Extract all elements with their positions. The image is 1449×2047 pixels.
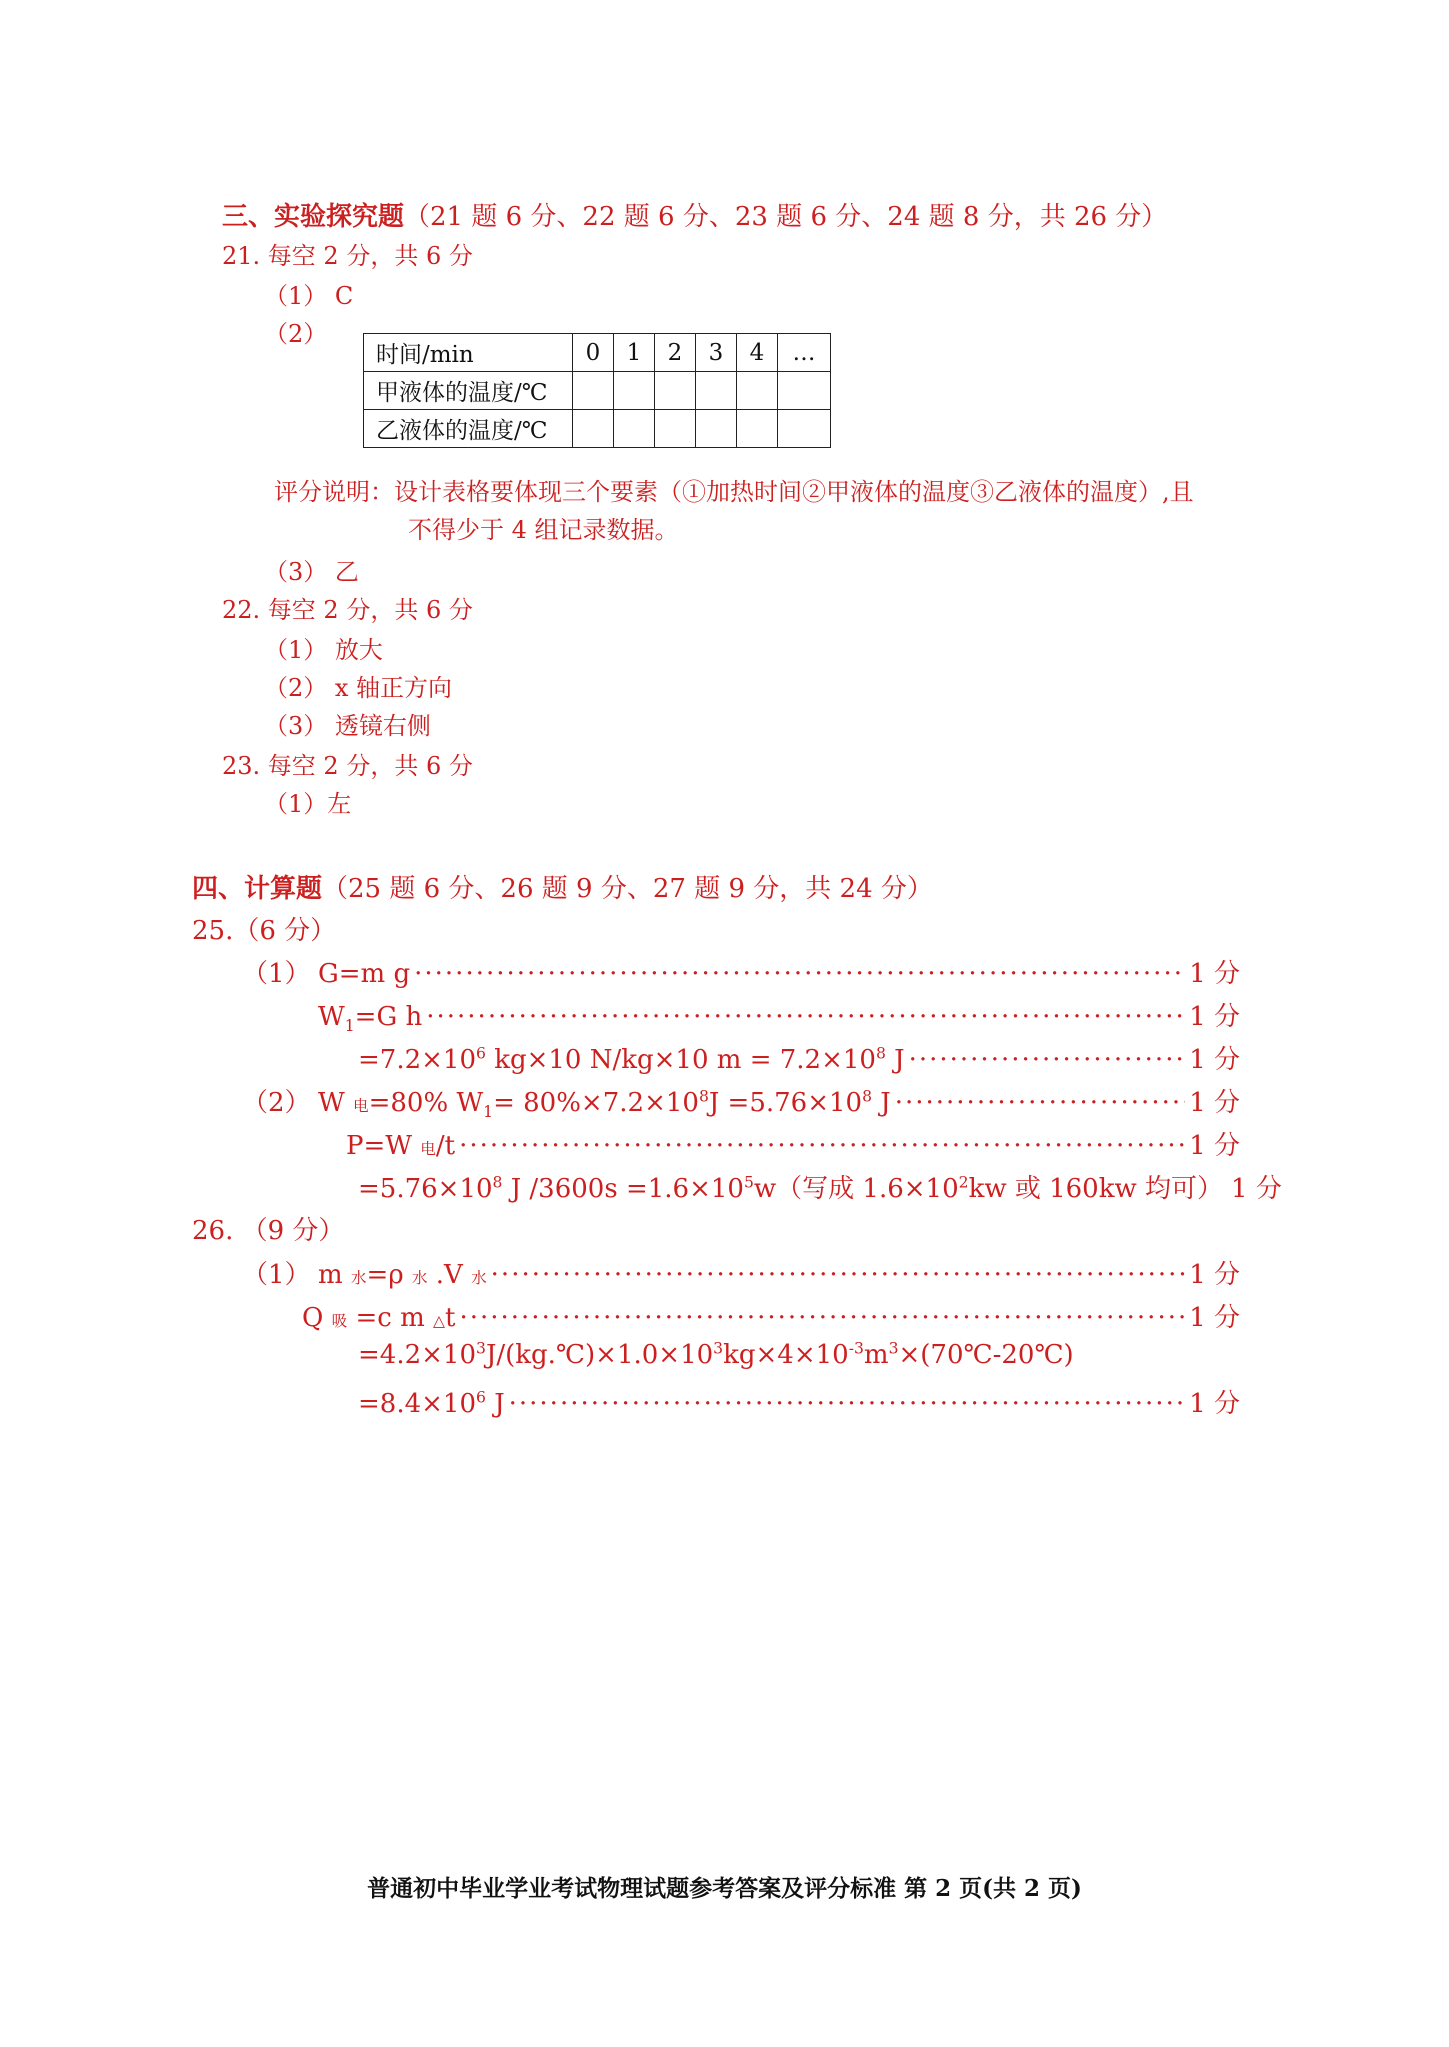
q25-line-4	[318, 1082, 1240, 1122]
dot-leader	[426, 1002, 1185, 1032]
table-row	[364, 372, 831, 410]
q22-answer-2: （2） x 轴正方向	[264, 674, 453, 702]
q26-line-2	[302, 1297, 1240, 1334]
table-row	[364, 334, 831, 372]
score: 1 分	[1189, 1389, 1240, 1419]
q23-head: 23. 每空 2 分，共 6 分	[222, 752, 473, 780]
q21-answer-1: （1） C	[264, 282, 354, 310]
table-cell	[655, 410, 696, 448]
table-cell: 0	[573, 334, 614, 372]
table-cell	[737, 410, 778, 448]
q22-head: 22. 每空 2 分，共 6 分	[222, 596, 473, 624]
section4-heading	[192, 868, 933, 905]
table-cell: 乙液体的温度/℃	[364, 410, 573, 448]
q22-answer-3: （3） 透镜右侧	[264, 712, 431, 740]
q22-answer-1: （1） 放大	[264, 636, 383, 664]
table-cell: 4	[737, 334, 778, 372]
formula: Q 吸 =c m △t	[302, 1303, 456, 1333]
table-cell	[696, 372, 737, 410]
formula: $=7.2\times 10^6$ kg×10 N/kg×10 $m = 7.2\times 10^8$ J	[358, 1044, 905, 1075]
section4-meta: （25 题 6 分、26 题 9 分、27 题 9 分，共 24 分）	[322, 874, 933, 904]
grading-note-line2: 不得少于 4 组记录数据。	[408, 516, 679, 544]
dot-leader	[459, 1131, 1185, 1161]
score: 1 分	[1189, 1131, 1240, 1161]
dot-leader	[895, 1088, 1185, 1118]
table-cell	[614, 372, 655, 410]
dot-leader	[509, 1389, 1186, 1419]
table-cell: 2	[655, 334, 696, 372]
section4-title: 四、计算题	[192, 874, 323, 904]
q21-answer-3: （3） 乙	[264, 558, 359, 586]
score: 1 分	[1189, 1045, 1240, 1075]
q23-answer-1: （1）左	[264, 790, 352, 818]
grading-note-line1: 评分说明：设计表格要体现三个要素（①加热时间②甲液体的温度③乙液体的温度）,且	[274, 478, 1194, 506]
q25-head: 25.（6 分）	[192, 916, 337, 946]
formula: G=m g	[318, 959, 411, 989]
q25-line-6	[358, 1168, 1282, 1205]
q26-line-1	[318, 1254, 1240, 1291]
q25-line-5	[346, 1125, 1240, 1162]
table-cell: …	[778, 334, 831, 372]
table-cell	[655, 372, 696, 410]
table-row	[364, 410, 831, 448]
table-cell: 甲液体的温度/℃	[364, 372, 573, 410]
table-cell: 3	[696, 334, 737, 372]
section3-heading	[222, 196, 1167, 233]
score: 1 分	[1189, 1260, 1240, 1290]
dot-leader	[909, 1045, 1186, 1075]
dot-leader	[491, 1260, 1186, 1290]
dot-leader	[459, 1303, 1185, 1333]
table-cell	[614, 410, 655, 448]
q21-head: 21. 每空 2 分，共 6 分	[222, 242, 473, 270]
score: 1 分	[1189, 1303, 1240, 1333]
formula: m 水=ρ 水 .V 水	[318, 1260, 487, 1290]
formula: $W_1=G$ h	[318, 1002, 423, 1036]
score: 1 分	[1189, 1002, 1240, 1032]
formula: $=5.76\times 10^8$ J $/3600s =1.6\times 10^5w$（写成 $1.6\times 10^2kw$ 或 160kw 均可）	[358, 1173, 1224, 1204]
q26-part1-label: （1）	[242, 1260, 311, 1290]
q25-line-3	[358, 1039, 1240, 1076]
formula: W 电=80% $W_1= 80\%\times 7.2\times 10^8J =5.76\times 10^8$ J	[318, 1087, 891, 1122]
score: 1 分	[1189, 959, 1240, 989]
q25-line-2	[318, 996, 1240, 1036]
table-cell	[696, 410, 737, 448]
section3-title: 三、实验探究题	[222, 202, 405, 232]
section3-meta: （21 题 6 分、22 题 6 分、23 题 6 分、24 题 8 分，共 26 分）	[404, 202, 1168, 232]
dot-leader	[414, 959, 1185, 989]
formula: P=W 电/t	[346, 1131, 456, 1161]
table-cell: 1	[614, 334, 655, 372]
page-footer: 普通初中毕业学业考试物理试题参考答案及评分标准 第 2 页(共 2 页)	[367, 1875, 1082, 1902]
table-cell	[573, 410, 614, 448]
q25-part1-label: （1）	[242, 959, 311, 989]
table-cell: 时间/min	[364, 334, 573, 372]
table-cell	[778, 372, 831, 410]
q26-line-4	[358, 1383, 1240, 1420]
q26-formula-3: $=4.2\times 10^3J/(kg.℃)\times 1.0\times 10^3kg\times 4\times 10^{-3}m^3\times(70℃-20℃)$	[358, 1339, 1074, 1370]
score: 1 分	[1231, 1174, 1282, 1204]
table-cell	[737, 372, 778, 410]
q25-line-1	[318, 953, 1240, 990]
formula: $=8.4\times 10^6$ J	[358, 1388, 505, 1419]
score: 1 分	[1189, 1088, 1240, 1118]
table-cell	[573, 372, 614, 410]
recording-table	[363, 333, 831, 448]
q25-part2-label: （2）	[242, 1088, 311, 1118]
q21-answer-2-label: （2）	[264, 320, 328, 348]
table-cell	[778, 410, 831, 448]
q26-head: 26. （9 分）	[192, 1216, 345, 1246]
